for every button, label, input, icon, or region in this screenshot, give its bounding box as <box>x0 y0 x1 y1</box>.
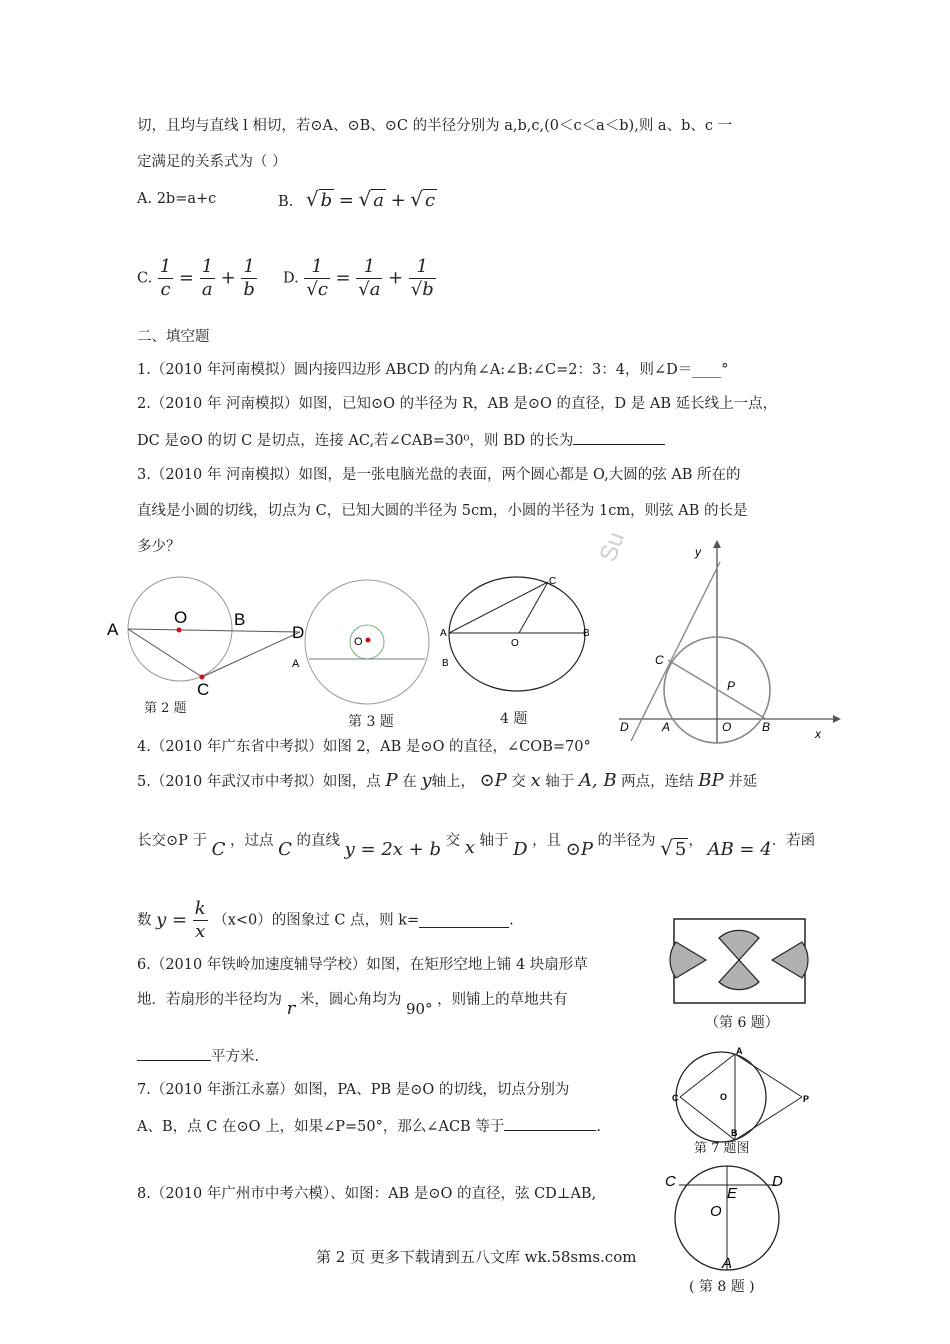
fig2-line-cd <box>202 632 300 677</box>
q5-points-ab: A, B <box>578 770 617 791</box>
option-b-equals: = <box>338 190 354 211</box>
fig5-label-y: y <box>695 545 701 559</box>
q5-fraction-k-over-x: $\frac{k}{x}$ <box>194 898 206 942</box>
section-title: 二、填空题 <box>137 329 210 345</box>
fig4-label-o: O <box>511 638 519 649</box>
option-b-radical-c: √ c <box>410 187 436 211</box>
q5-var-c1: C <box>211 839 226 860</box>
question-6-line-3: 平方米. <box>137 1046 259 1067</box>
figure-8 <box>660 1162 800 1272</box>
fig8-label-c: C <box>665 1173 676 1190</box>
q-prev-line-1: 切，且均与直线 l 相切，若⊙A、⊙B、⊙C 的半径分别为 a,b,c,(0＜c＜a＜b),则 a、b、c 一 <box>137 118 733 134</box>
fig7-label-b: B <box>731 1128 738 1138</box>
question-5-line-1: 5.（2010 年武汉市中考拟）如图，点 P 在 y轴上， ⊙P 交 x 轴于 A, B 两点，连结 BP 并延 <box>137 770 758 791</box>
fig8-label-o: O <box>710 1203 722 1220</box>
fig3-label-a: A <box>292 658 300 670</box>
q5-var-d: D <box>513 839 528 860</box>
figure-5 <box>615 540 845 745</box>
figure-6 <box>673 918 808 1008</box>
fig2-label-b: B <box>234 610 246 629</box>
fig5-label-x: x <box>815 727 821 741</box>
q5-odot-p: ⊙P <box>479 770 507 791</box>
option-c-equals: = <box>178 267 194 289</box>
fig5-label-d: D <box>620 720 629 734</box>
question-8-line-1: 8.（2010 年广州市中考六模）、如图：AB 是⊙O 的直径，弦 CD⊥AB, <box>137 1186 597 1202</box>
fig5-x-arrow <box>833 715 841 723</box>
fig7-chord-ca <box>680 1054 735 1097</box>
fig7-chord-cb <box>680 1097 735 1140</box>
question-1: 1.（2010 年河南模拟）圆内接四边形 ABCD 的内角∠A:∠B:∠C=2：3：4，则∠D＝____° <box>137 362 729 378</box>
fig2-label-c: C <box>197 680 210 699</box>
answer-blank[interactable] <box>504 1116 596 1131</box>
fig3-center-dot <box>366 638 371 643</box>
fig7-tangent-pa <box>735 1054 802 1097</box>
figure-8-caption: ( 第 8 题 ) <box>689 1279 755 1295</box>
q5-y-equals: y = <box>156 909 188 931</box>
fig8-label-a: A <box>722 1255 733 1272</box>
option-c-frac-1c: $\frac{1}{c}$ <box>159 256 172 300</box>
question-2-line-1: 2.（2010 年 河南模拟）如图，已知⊙O 的半径为 R，AB 是⊙O 的直径，D 是 AB 延长线上一点， <box>137 396 778 412</box>
option-b <box>278 189 437 212</box>
q5-var-y: y <box>421 770 432 791</box>
fig2-line-ac <box>128 629 202 677</box>
fig4-label-b2: B <box>442 658 449 669</box>
answer-blank[interactable] <box>419 913 509 928</box>
fig2-point-c-dot <box>200 675 205 680</box>
option-c <box>137 256 258 301</box>
fig4-ellipse <box>449 577 585 691</box>
question-6-line-1: 6.（2010 年铁岭加速度辅导学校）如图，在矩形空地上铺 4 块扇形草 <box>137 957 588 973</box>
fig2-center-dot <box>177 628 182 633</box>
q-prev-line-2: 定满足的关系式为（ ） <box>137 154 287 170</box>
fig7-label-p: P <box>803 1094 810 1104</box>
option-b-plus: + <box>390 190 406 211</box>
fig2-line-ad <box>128 629 300 632</box>
fig2-label-d: D <box>292 623 305 642</box>
option-b-radical-a: √ a <box>358 187 384 211</box>
fig8-label-d: D <box>772 1173 783 1190</box>
question-6-line-2: 地．若扇形的半径均为 r 米，圆心角均为 90° ，则铺上的草地共有 <box>137 992 568 1019</box>
option-c-plus: + <box>220 267 236 289</box>
figure-4-caption: 4 题 <box>500 711 528 727</box>
q5-line-equation: y = 2x + b <box>344 839 441 860</box>
option-d-frac-1-sqrt-a: $\frac{1}{√a}$ <box>358 256 381 300</box>
option-b-radical-b: √ b <box>305 187 333 211</box>
fig6-sector-top <box>719 930 759 960</box>
option-d-frac-1-sqrt-b: $\frac{1}{√b}$ <box>410 256 434 300</box>
fig3-label-o: O <box>354 636 363 648</box>
fig2-label-a: A <box>107 620 119 639</box>
option-d-plus: + <box>388 267 404 289</box>
fig5-label-c: C <box>655 653 664 667</box>
answer-blank[interactable] <box>573 430 665 445</box>
q6-angle-90: 90° <box>405 1000 433 1018</box>
fig5-label-a: A <box>662 720 671 734</box>
question-7-line-2: A、B，点 C 在⊙O 上，如果∠P=50°，那么∠ACB 等于 . <box>137 1116 601 1137</box>
q5-ab-equals-4: AB = 4 <box>707 839 772 860</box>
fig4-label-b: B <box>583 628 590 639</box>
figure-3-caption: 第 3 题 <box>348 714 394 730</box>
option-b-label: B. <box>278 194 294 210</box>
fig5-label-p: P <box>727 679 736 693</box>
fig5-label-b: B <box>762 720 771 734</box>
option-d <box>283 256 437 301</box>
q5-var-c2: C <box>278 839 292 860</box>
fig6-sector-left <box>670 942 706 978</box>
page-footer: 第 2 页 更多下载请到五八文库 wk.58sms.com <box>316 1248 637 1266</box>
option-c-label: C. <box>137 270 153 287</box>
fig7-tangent-pb <box>735 1097 802 1140</box>
fig2-label-o: O <box>174 608 188 627</box>
fig7-label-c: C <box>672 1093 679 1103</box>
fig7-label-o: O <box>720 1092 728 1102</box>
option-c-frac-1a: $\frac{1}{a}$ <box>201 256 214 300</box>
question-7-line-1: 7.（2010 年浙江永嘉）如图，PA、PB 是⊙O 的切线，切点分别为 <box>137 1082 570 1098</box>
fig5-line-cd <box>631 562 720 741</box>
q5-sqrt-5: √ 5 <box>660 836 687 860</box>
figure-3 <box>290 580 440 710</box>
fig8-label-e: E <box>727 1185 738 1202</box>
option-d-frac-1-sqrt-c: $\frac{1}{√c}$ <box>306 256 328 300</box>
figure-2 <box>100 580 315 710</box>
fig6-sector-bottom <box>719 960 759 990</box>
watermark-text: Su <box>594 528 630 566</box>
figure-2-caption: 第 2 题 <box>144 701 187 716</box>
question-3-line-2: 直线是小圆的切线，切点为 C，已知大圆的半径为 5cm，小圆的半径为 1cm，则弦 AB 的长是 <box>137 503 748 519</box>
question-4: 4.（2010 年广东省中考拟）如图 2，AB 是⊙O 的直径，∠COB=70° <box>137 739 591 755</box>
question-3-line-3: 多少？ <box>137 539 181 555</box>
option-d-equals: = <box>335 267 351 289</box>
q5-var-x: x <box>530 770 541 791</box>
option-a: A. 2b=a+c <box>137 191 217 207</box>
q5-segment-bp: BP <box>698 770 724 791</box>
option-c-frac-1b: $\frac{1}{b}$ <box>243 256 255 300</box>
answer-blank[interactable] <box>137 1046 211 1061</box>
fig6-sector-right <box>772 942 808 978</box>
q5-var-x2: x <box>464 837 475 858</box>
question-5-line-2: 长交⊙P 于 C ，过点 C 的直线 y = 2x + b 交 x 轴于 D ，且 ⊙P 的半径为 √ 5 ， AB = 4．若函 <box>137 833 816 860</box>
figure-6-caption: （第 6 题） <box>705 1015 779 1031</box>
question-5-line-3: 数 y = $\frac{k}{x}$ （x<0）的图象过 C 点，则 k= . <box>137 898 514 942</box>
q6-var-r: r <box>286 998 296 1019</box>
question-2-line-2: DC 是⊙O 的切 C 是切点，连接 AC,若∠CAB=30⁰，则 BD 的长为 <box>137 430 665 451</box>
figure-7-caption: 第 7 题图 <box>694 1141 750 1156</box>
q5-odot-p2: ⊙P <box>565 839 593 860</box>
fig4-label-c: C <box>549 576 557 587</box>
fig7-label-a: A <box>736 1046 743 1056</box>
fig4-label-a: A <box>440 628 447 639</box>
figure-4 <box>440 572 600 702</box>
question-3-line-1: 3.（2010 年 河南模拟）如图，是一张电脑光盘的表面，两个圆心都是 O,大圆的弦 AB 所在的 <box>137 467 741 483</box>
figure-7 <box>672 1045 817 1140</box>
option-d-label: D. <box>283 270 299 287</box>
fig5-y-arrow <box>713 540 721 548</box>
fig5-label-o: O <box>722 720 732 734</box>
q5-var-p: P <box>385 770 398 791</box>
